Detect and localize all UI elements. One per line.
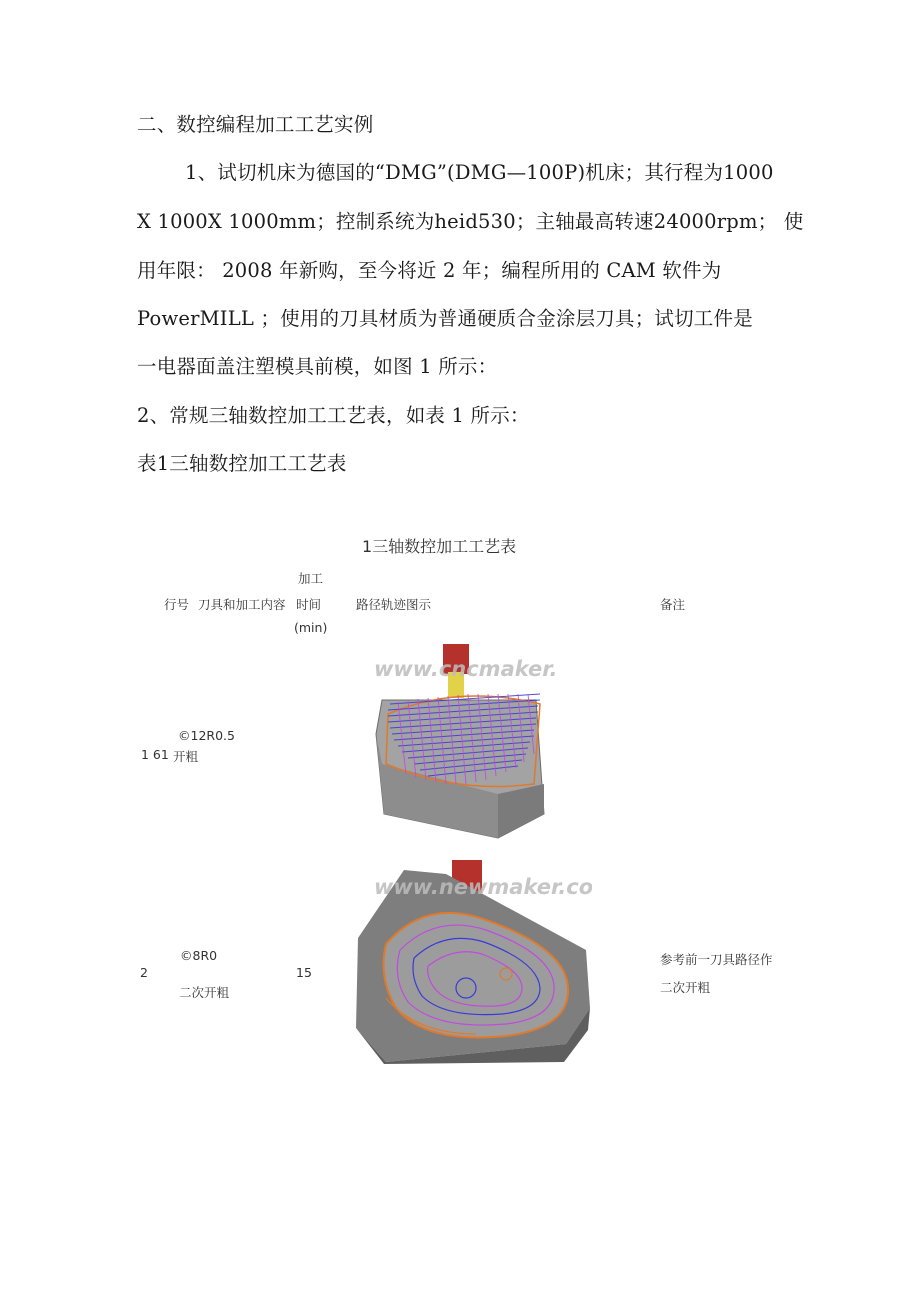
row-1-number-and-time: 1 61 xyxy=(141,747,169,762)
row-1-operation: 开粗 xyxy=(173,749,199,764)
header-path: 路径轨迹图示 xyxy=(356,597,432,612)
row-2-operation: 二次开粗 xyxy=(179,985,230,1000)
paragraph-1-line-4: PowerMILL ；使用的刀具材质为普通硬质合金涂层刀具；试切工件是 xyxy=(137,307,753,330)
table-caption: 1三轴数控加工工艺表 xyxy=(362,537,517,556)
watermark-1: www.cncmaker. xyxy=(374,657,558,681)
toolpath-image-roughing xyxy=(358,644,558,840)
row-1-tool-spec: ©12R0.5 xyxy=(178,728,235,743)
paragraph-2: 2、常规三轴数控加工工艺表，如表 1 所示： xyxy=(137,404,530,427)
header-row-no: 行号 xyxy=(164,597,190,612)
paragraph-1-line-2: X 1000X 1000mm；控制系统为heid530；主轴最高转速24000rpm； 使 xyxy=(137,210,804,233)
paragraph-1-line-5: 一电器面盖注塑模具前模，如图 1 所示： xyxy=(137,355,498,378)
row-2-tool-spec: ©8R0 xyxy=(180,948,218,963)
toolpath-image-second-roughing xyxy=(356,858,592,1064)
paragraph-1-line-1: 1、试切机床为德国的“DMG”(DMG—100P)机床；其行程为1000 xyxy=(185,161,774,184)
header-tool: 刀具和加工内容 xyxy=(198,597,286,612)
row-2-number: 2 xyxy=(140,965,148,980)
header-note: 备注 xyxy=(660,597,686,612)
row-2-note-line-1: 参考前一刀具路径作 xyxy=(660,952,773,967)
row-2-note-line-2: 二次开粗 xyxy=(660,980,711,995)
table-label: 表1三轴数控加工工艺表 xyxy=(137,452,347,475)
header-time-line-1: 加工 xyxy=(298,571,324,586)
watermark-2: www.newmaker.cor xyxy=(374,875,592,899)
row-2-time: 15 xyxy=(296,965,312,980)
header-time-line-3: (min) xyxy=(294,620,328,635)
header-time-line-2: 时间 xyxy=(296,597,322,612)
paragraph-1-line-3: 用年限： 2008 年新购，至今将近 2 年；编程所用的 CAM 软件为 xyxy=(137,259,722,282)
section-heading: 二、数控编程加工工艺实例 xyxy=(137,113,374,136)
